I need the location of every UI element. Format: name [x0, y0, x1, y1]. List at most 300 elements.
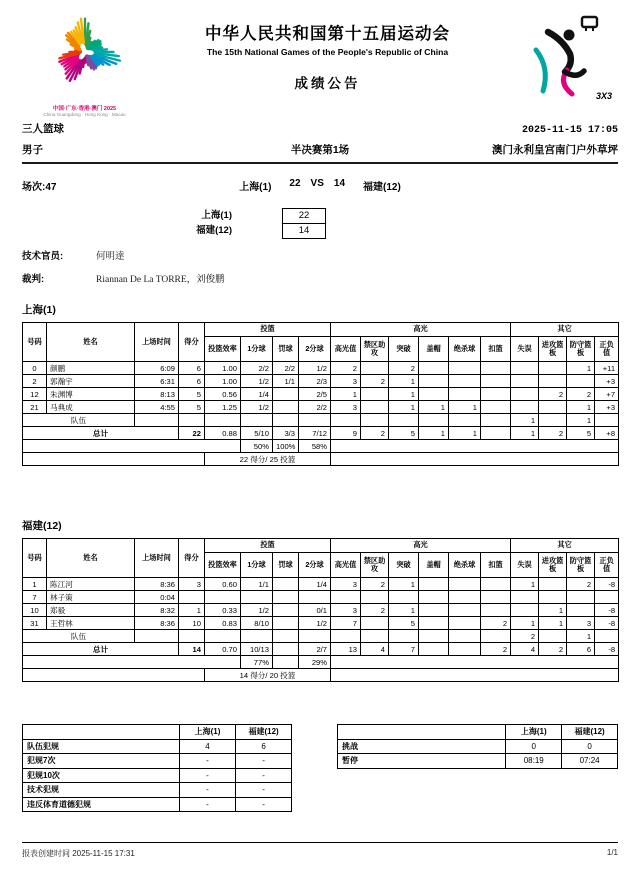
cell — [539, 578, 567, 591]
cell — [273, 604, 299, 617]
away-team-name: 福建(12) — [363, 182, 401, 194]
cell — [567, 375, 595, 388]
report-datetime: 2025-11-15 17:05 — [521, 125, 618, 137]
cell: -8 — [595, 604, 619, 617]
home-value: 0 — [506, 739, 562, 754]
player-row — [23, 604, 619, 617]
col-header: 罚球 — [273, 337, 299, 362]
cell — [419, 643, 449, 656]
home-value: - — [180, 754, 235, 769]
cell: 8:13 — [135, 388, 179, 401]
note-row — [23, 669, 619, 682]
group-header-shooting: 投篮 — [205, 539, 331, 553]
group-header-highlight: 高光 — [331, 323, 511, 337]
cell — [567, 591, 595, 604]
cell: 1 — [539, 617, 567, 630]
cell — [273, 591, 299, 604]
cell — [179, 630, 205, 643]
cell — [179, 591, 205, 604]
row-label: 挑战 — [337, 739, 505, 754]
cell: 2/2 — [241, 362, 273, 375]
technical-official-label: 技术官员: — [22, 251, 64, 263]
row-label: 队伍犯规 — [23, 739, 180, 754]
cell — [419, 578, 449, 591]
cell — [481, 591, 511, 604]
cell: -8 — [595, 643, 619, 656]
cell: +7 — [595, 388, 619, 401]
cell: 2/7 — [299, 643, 331, 656]
cell: 8:36 — [135, 617, 179, 630]
row-label: 违反体育道德犯规 — [23, 797, 180, 812]
row-label: 技术犯规 — [23, 783, 180, 798]
cell: -8 — [595, 578, 619, 591]
table-row — [337, 739, 617, 754]
col-header: 绝杀球 — [449, 553, 481, 578]
score-box-away-value: 14 — [298, 225, 310, 237]
cell — [449, 375, 481, 388]
col-header: 防守篮板 — [567, 553, 595, 578]
cell — [539, 401, 567, 414]
table-row — [23, 783, 292, 798]
report-header — [22, 12, 618, 117]
cell — [273, 414, 299, 427]
cell: 1 — [511, 578, 539, 591]
cell: 0.56 — [205, 388, 241, 401]
cell: 2 — [361, 578, 389, 591]
cell: 6 — [179, 375, 205, 388]
col-header: 投篮效率 — [205, 553, 241, 578]
away-score: 14 — [333, 178, 346, 190]
games-emblem-icon — [35, 12, 135, 100]
cell — [273, 388, 299, 401]
cell: 3 — [331, 375, 361, 388]
cell — [511, 401, 539, 414]
home-value: 08:19 — [506, 754, 562, 769]
col-header: 正负值 — [595, 553, 619, 578]
cell — [481, 414, 511, 427]
cell: 6 — [179, 362, 205, 375]
cell — [481, 401, 511, 414]
cell: 7 — [389, 643, 419, 656]
wordmark-3x3: 3X3 — [595, 91, 612, 101]
cell — [135, 630, 179, 643]
col-header: 正负值 — [595, 337, 619, 362]
home-team-name: 上海(1) — [239, 182, 272, 194]
table-row — [23, 754, 292, 769]
cell: 8:32 — [135, 604, 179, 617]
cell: 郭瀚宇 — [47, 375, 135, 388]
cell — [449, 643, 481, 656]
pct-row — [23, 440, 619, 453]
cell — [567, 604, 595, 617]
col-header: 失误 — [511, 337, 539, 362]
row-label: 犯规7次 — [23, 754, 180, 769]
cell: 0/1 — [299, 604, 331, 617]
cell: 1 — [389, 578, 419, 591]
title-block — [147, 12, 508, 92]
cell: 马典成 — [47, 401, 135, 414]
total-row — [23, 643, 619, 656]
cell — [481, 388, 511, 401]
cell — [241, 414, 273, 427]
cell: 1 — [23, 578, 47, 591]
home-value: - — [180, 797, 235, 812]
page-number: 1/1 — [606, 848, 618, 857]
cell: 10 — [23, 604, 47, 617]
cell — [595, 414, 619, 427]
cell: +3 — [595, 401, 619, 414]
cell — [331, 591, 361, 604]
cell: 1 — [179, 604, 205, 617]
cell — [273, 630, 299, 643]
cell — [449, 414, 481, 427]
technical-official-row — [22, 248, 618, 262]
games-logo-caption-en: China Guangdong · Hong Kong · Macau — [43, 112, 126, 118]
cell: 1.25 — [205, 401, 241, 414]
cell: 4 — [361, 643, 389, 656]
cell — [361, 414, 389, 427]
cell — [361, 388, 389, 401]
cell: 1 — [389, 401, 419, 414]
cell: 1.00 — [205, 362, 241, 375]
cell: 3/3 — [273, 427, 299, 440]
cell — [595, 591, 619, 604]
cell: 0.60 — [205, 578, 241, 591]
col-header: 防守篮板 — [567, 337, 595, 362]
cell — [419, 604, 449, 617]
cell — [273, 656, 299, 669]
cell: 朱渊博 — [47, 388, 135, 401]
cell: 2/2 — [273, 362, 299, 375]
cell — [205, 630, 241, 643]
cell: 0.33 — [205, 604, 241, 617]
cell — [511, 591, 539, 604]
cell: 58% — [299, 440, 331, 453]
games-logo — [22, 12, 147, 117]
col-header: 得分 — [179, 323, 205, 362]
cell: 77% — [241, 656, 273, 669]
cell: 1 — [511, 617, 539, 630]
cell: 6:31 — [135, 375, 179, 388]
cell: 1/1 — [273, 375, 299, 388]
cell — [273, 643, 299, 656]
cell: 7 — [23, 591, 47, 604]
col-header: 绝杀球 — [449, 337, 481, 362]
cell: +8 — [595, 427, 619, 440]
col-header: 姓名 — [47, 539, 135, 578]
report-created-time: 报表创建时间 2025-11-15 17:31 — [22, 849, 135, 858]
col-header: 进攻篮板 — [539, 337, 567, 362]
cell: 2 — [539, 388, 567, 401]
cell — [205, 414, 241, 427]
sport-pictogram — [508, 12, 618, 101]
table-row — [23, 768, 292, 783]
cell: +11 — [595, 362, 619, 375]
team-row — [23, 630, 619, 643]
cell: 1 — [567, 414, 595, 427]
cell: 3 — [331, 604, 361, 617]
col-header: 突破 — [389, 337, 419, 362]
cell: 1/4 — [299, 578, 331, 591]
cell: 3 — [331, 578, 361, 591]
away-value: 07:24 — [562, 754, 618, 769]
cell: 12 — [23, 388, 47, 401]
col-header: 上海(1) — [180, 725, 235, 740]
cell: 2/3 — [299, 375, 331, 388]
cell: 7 — [331, 617, 361, 630]
group-header-shooting: 投篮 — [205, 323, 331, 337]
venue-label: 澳门永利皇宫南门户外草坪 — [492, 144, 618, 157]
away-value: - — [235, 768, 292, 783]
col-header: 扣篮 — [481, 337, 511, 362]
cell: 5 — [179, 388, 205, 401]
cell: 1/2 — [241, 375, 273, 388]
basketball-3x3-icon — [520, 12, 606, 98]
cell — [419, 591, 449, 604]
score-box-away-label: 福建(12) — [196, 225, 232, 237]
cell — [449, 617, 481, 630]
cell: 10/13 — [241, 643, 273, 656]
technical-official-value: 何明達 — [96, 252, 125, 263]
report-footer — [22, 842, 618, 859]
score-box — [22, 208, 618, 239]
games-title: 中华人民共和国第十五届运动会 — [205, 25, 450, 43]
away-value: 0 — [562, 739, 618, 754]
cell: 1/2 — [299, 617, 331, 630]
score-line — [22, 178, 618, 193]
cell — [511, 388, 539, 401]
cell — [539, 362, 567, 375]
total-row — [23, 427, 619, 440]
cell: 2 — [361, 427, 389, 440]
cell: 1.00 — [205, 375, 241, 388]
cell: 1 — [567, 630, 595, 643]
cell — [539, 591, 567, 604]
event-info-row — [22, 142, 618, 164]
away-team-stat-table — [22, 538, 619, 682]
col-header: 福建(12) — [562, 725, 618, 740]
cell — [273, 401, 299, 414]
cell — [241, 630, 273, 643]
cell — [361, 617, 389, 630]
round-label: 半决赛第1场 — [290, 144, 350, 157]
col-header: 姓名 — [47, 323, 135, 362]
cell — [389, 591, 419, 604]
cell: 1 — [567, 362, 595, 375]
cell: 0.83 — [205, 617, 241, 630]
cell — [331, 669, 619, 682]
group-header-highlight: 高光 — [331, 539, 511, 553]
sport-date-row — [22, 121, 618, 136]
pct-row — [23, 656, 619, 669]
col-header: 1分球 — [241, 337, 273, 362]
row-label: 暂停 — [337, 754, 505, 769]
table-row — [337, 754, 617, 769]
cell — [361, 362, 389, 375]
group-header-other: 其它 — [511, 323, 619, 337]
cell: 0.70 — [205, 643, 241, 656]
cell: 4 — [511, 643, 539, 656]
referees-label: 裁判: — [22, 274, 45, 286]
col-header: 1分球 — [241, 553, 273, 578]
note-row — [23, 453, 619, 466]
team-row-label: 队伍 — [23, 630, 135, 643]
cell: 1 — [419, 401, 449, 414]
cell: +3 — [595, 375, 619, 388]
player-row — [23, 401, 619, 414]
doc-type-title: 成绩公告 — [294, 76, 361, 91]
cell — [299, 414, 331, 427]
cell: 1/4 — [241, 388, 273, 401]
cell: 2 — [361, 604, 389, 617]
cell: 100% — [273, 440, 299, 453]
col-header: 盖帽 — [419, 337, 449, 362]
cell: 2 — [539, 427, 567, 440]
cell — [449, 604, 481, 617]
cell: 1/2 — [241, 401, 273, 414]
cell — [23, 453, 205, 466]
row-label: 犯规10次 — [23, 768, 180, 783]
games-logo-caption-cn: 中国·广东·香港·澳门 2025 — [52, 106, 117, 112]
cell: 1/1 — [241, 578, 273, 591]
cell: 1 — [449, 427, 481, 440]
cell — [481, 604, 511, 617]
player-row — [23, 591, 619, 604]
cell — [361, 630, 389, 643]
cell: 14 — [179, 643, 205, 656]
cell — [23, 656, 241, 669]
col-header: 禁区助攻 — [361, 553, 389, 578]
cell — [241, 591, 273, 604]
cell — [389, 414, 419, 427]
col-header: 罚球 — [273, 553, 299, 578]
total-row-label: 总计 — [23, 427, 179, 440]
cell: 1 — [331, 388, 361, 401]
cell: 1 — [389, 604, 419, 617]
score-box-home-label: 上海(1) — [201, 210, 232, 222]
group-header-other: 其它 — [511, 539, 619, 553]
cell — [273, 617, 299, 630]
cell: 5 — [567, 427, 595, 440]
cell: 2 — [511, 630, 539, 643]
match-number: 场次:47 — [22, 182, 57, 194]
cell: 5 — [389, 427, 419, 440]
cell: 1 — [511, 427, 539, 440]
cell — [389, 630, 419, 643]
sport-label: 三人篮球 — [22, 123, 64, 136]
cell — [419, 414, 449, 427]
cell: 2 — [481, 643, 511, 656]
cell: 0 — [23, 362, 47, 375]
col-header — [23, 725, 180, 740]
cell: 2 — [361, 375, 389, 388]
cell — [481, 427, 511, 440]
cell — [511, 362, 539, 375]
cell: 5 — [389, 617, 419, 630]
cell: 2 — [567, 578, 595, 591]
away-value: - — [235, 783, 292, 798]
col-header: 2分球 — [299, 337, 331, 362]
cell: 6 — [567, 643, 595, 656]
cell — [449, 362, 481, 375]
cell — [361, 591, 389, 604]
away-value: 6 — [235, 739, 292, 754]
vs-label: VS — [310, 178, 324, 190]
col-header: 进攻篮板 — [539, 553, 567, 578]
player-row — [23, 375, 619, 388]
cell: 29% — [299, 656, 331, 669]
score-box-values — [282, 208, 326, 239]
cell: 3 — [567, 617, 595, 630]
col-header: 盖帽 — [419, 553, 449, 578]
col-header: 上海(1) — [506, 725, 562, 740]
cell — [511, 604, 539, 617]
cell — [449, 630, 481, 643]
cell — [481, 375, 511, 388]
cell: 0.88 — [205, 427, 241, 440]
col-header — [337, 725, 505, 740]
referees-row — [22, 271, 618, 285]
cell — [179, 414, 205, 427]
cell: 郑毅 — [47, 604, 135, 617]
cell — [449, 591, 481, 604]
cell — [23, 440, 241, 453]
cell — [539, 375, 567, 388]
cell: 13 — [331, 643, 361, 656]
cell — [331, 630, 361, 643]
cell — [273, 578, 299, 591]
cell: 2 — [23, 375, 47, 388]
cell: 2 — [481, 617, 511, 630]
cell — [299, 591, 331, 604]
home-value: - — [180, 768, 235, 783]
away-value: - — [235, 754, 292, 769]
cell: 8:36 — [135, 578, 179, 591]
home-value: 4 — [180, 739, 235, 754]
table-row — [23, 739, 292, 754]
cell: 颜鹏 — [47, 362, 135, 375]
cell: 3 — [331, 401, 361, 414]
cell: 31 — [23, 617, 47, 630]
col-header: 突破 — [389, 553, 419, 578]
cell: 2 — [539, 643, 567, 656]
cell: 5 — [179, 401, 205, 414]
col-header: 投篮效率 — [205, 337, 241, 362]
cell: 1 — [389, 375, 419, 388]
cell — [419, 362, 449, 375]
cell: 1 — [389, 388, 419, 401]
cell: 1 — [419, 427, 449, 440]
col-header: 上场时间 — [135, 539, 179, 578]
cell: 2 — [567, 388, 595, 401]
col-header: 禁区助攻 — [361, 337, 389, 362]
cell: 1 — [511, 414, 539, 427]
cell — [419, 617, 449, 630]
total-row-label: 总计 — [23, 643, 179, 656]
cell — [419, 630, 449, 643]
cell: 1/2 — [299, 362, 331, 375]
bottom-tables — [22, 724, 618, 812]
col-header: 高光值 — [331, 337, 361, 362]
cell: 2/2 — [299, 401, 331, 414]
cell: 2 — [331, 362, 361, 375]
cell: 9 — [331, 427, 361, 440]
player-row — [23, 617, 619, 630]
cell: 6:09 — [135, 362, 179, 375]
shots-note: 22 得分/ 25 投篮 — [205, 453, 331, 466]
games-title-en: The 15th National Games of the People's Republic of China — [206, 47, 449, 57]
player-row — [23, 578, 619, 591]
